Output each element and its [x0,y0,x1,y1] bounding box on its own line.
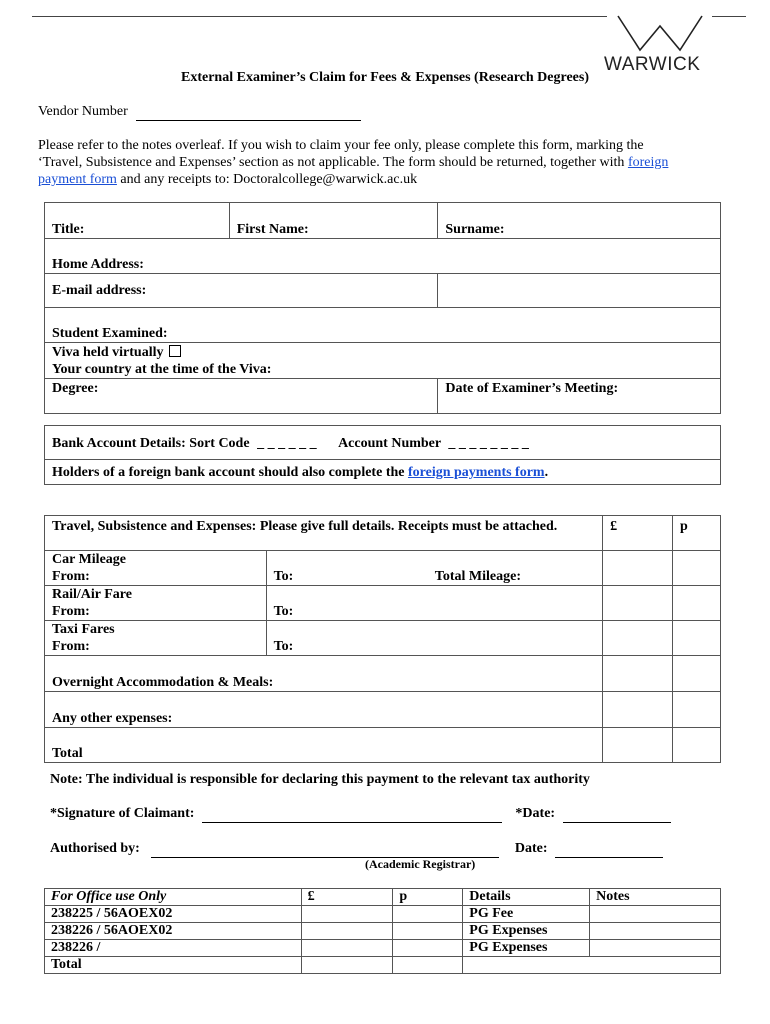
home-address-label: Home Address: [52,257,144,272]
authorised-field[interactable] [151,841,499,858]
signature-field[interactable] [202,806,502,823]
office-pence-header: p [393,889,463,906]
bank-details-row[interactable] [45,426,721,460]
other-expenses-cell[interactable] [45,692,603,728]
signature-date-label: *Date: [515,806,556,821]
email-field[interactable] [45,274,438,308]
warwick-logo-mark-icon [600,14,715,54]
expenses-table [44,515,721,763]
office-details-cell [463,957,721,974]
office-pound-header: £ [301,889,393,906]
office-details-header: Details [463,889,590,906]
foreign-account-end: . [544,465,549,480]
table-row [45,923,721,940]
office-notes-cell[interactable] [590,940,721,957]
viva-virtual-label: Viva held virtually [52,345,164,360]
car-mileage-to-cell[interactable] [266,551,603,586]
instructions-text-2: and any receipts to: Doctoralcollege@warwick.ac.uk [116,172,418,187]
rail-from-cell[interactable] [45,586,267,621]
pound-column-header: £ [603,516,673,551]
expenses-total-cell [45,728,603,763]
viva-virtual-checkbox[interactable] [169,345,181,357]
rail-pound-cell[interactable] [603,586,673,621]
foreign-account-row [45,460,721,485]
overnight-label: Overnight Accommodation & Meals: [52,675,274,690]
other-expenses-label: Any other expenses: [52,711,173,726]
expenses-header: Travel, Subsistence and Expenses: Please give full details. Receipts must be attached. [45,516,603,551]
vendor-number-label: Vendor Number [38,104,128,119]
office-use-table [44,888,721,974]
academic-registrar-caption: (Academic Registrar) [365,857,476,871]
office-pound-cell[interactable] [301,906,393,923]
taxi-from-cell[interactable] [45,621,267,656]
authorised-row [50,841,663,858]
office-pound-cell[interactable] [301,957,393,974]
taxi-pence-cell[interactable] [673,621,721,656]
authorised-date-field[interactable] [555,841,663,858]
rail-pence-cell[interactable] [673,586,721,621]
viva-country-cell [45,343,721,379]
office-notes-cell[interactable] [590,923,721,940]
vendor-number-field[interactable] [136,104,361,121]
office-pence-cell[interactable] [393,957,463,974]
total-pence-cell[interactable] [673,728,721,763]
student-examined-label: Student Examined: [52,326,168,341]
car-from-label: From: [52,569,90,584]
total-mileage-label: Total Mileage: [434,569,521,584]
overnight-cell[interactable] [45,656,603,692]
car-to-label: To: [273,569,294,584]
office-pound-cell[interactable] [301,923,393,940]
vendor-number-row [38,104,361,121]
office-pence-cell[interactable] [393,940,463,957]
table-row [45,940,721,957]
form-title: External Examiner’s Claim for Fees & Expenses (Research Degrees) [181,70,589,85]
car-mileage-label: Car Mileage [52,552,126,567]
first-name-field[interactable] [229,203,438,239]
office-details-cell: PG Fee [463,906,590,923]
signature-date-field[interactable] [563,806,671,823]
other-pence-cell[interactable] [673,692,721,728]
taxi-from-label: From: [52,639,90,654]
other-pound-cell[interactable] [603,692,673,728]
title-field[interactable] [45,203,230,239]
bank-details-table [44,425,721,485]
warwick-logo [600,14,715,78]
rail-to-label: To: [273,604,294,619]
total-pound-cell[interactable] [603,728,673,763]
rail-air-label: Rail/Air Fare [52,587,132,602]
foreign-account-text: Holders of a foreign bank account should also complete the [52,465,408,480]
meeting-date-label: Date of Examiner’s Meeting: [445,381,619,396]
first-name-label: First Name: [236,222,309,237]
sort-code-label: Bank Account Details: Sort Code [52,436,250,451]
office-pence-cell[interactable] [393,923,463,940]
car-mileage-from-cell[interactable] [45,551,267,586]
signature-label: *Signature of Claimant: [50,806,195,821]
taxi-to-cell[interactable] [266,621,603,656]
office-notes-header: Notes [590,889,721,906]
email-value-cell[interactable] [438,274,721,308]
taxi-pound-cell[interactable] [603,621,673,656]
office-details-cell: PG Expenses [463,940,590,957]
degree-label: Degree: [52,381,99,396]
overnight-pence-cell[interactable] [673,656,721,692]
instructions-paragraph [38,137,678,188]
authorised-date-label: Date: [514,841,548,856]
car-pound-cell[interactable] [603,551,673,586]
expenses-total-label: Total [52,746,83,761]
office-notes-cell[interactable] [590,906,721,923]
table-row [45,957,721,974]
office-pence-cell[interactable] [393,906,463,923]
home-address-field[interactable] [45,239,721,274]
office-pound-cell[interactable] [301,940,393,957]
office-header-label: For Office use Only [45,889,302,906]
table-row [45,906,721,923]
title-label: Title: [52,222,85,237]
sort-code-blanks[interactable]: _ _ _ _ _ _ [257,436,317,451]
office-code-cell: 238225 / 56AOEX02 [45,906,302,923]
account-number-blanks[interactable]: _ _ _ _ _ _ _ _ [448,436,529,451]
taxi-to-label: To: [273,639,294,654]
overnight-pound-cell[interactable] [603,656,673,692]
foreign-payments-form-link[interactable]: foreign payments form [407,465,545,480]
office-total-cell: Total [45,957,302,974]
instructions-text-1: Please refer to the notes overleaf. If you wish to claim your fee only, please complete this form, marking the ‘Travel, Subsistence and Expenses’ section as not applicable. The form should be returned, together with [38,138,644,170]
car-pence-cell[interactable] [673,551,721,586]
surname-label: Surname: [445,222,505,237]
office-code-cell: 238226 / [45,940,302,957]
taxi-fares-label: Taxi Fares [52,622,115,637]
rail-from-label: From: [52,604,90,619]
authorised-label: Authorised by: [50,841,140,856]
signature-row [50,806,671,823]
pence-column-header: p [673,516,721,551]
header-rule-right [712,16,746,17]
personal-details-table [44,202,721,414]
office-details-cell: PG Expenses [463,923,590,940]
account-number-label: Account Number [338,436,441,451]
meeting-date-field[interactable] [438,379,721,414]
degree-field[interactable] [45,379,438,414]
surname-field[interactable] [438,203,721,239]
foreign-payment-form-link[interactable]: foreign payment form [38,155,669,187]
office-code-cell: 238226 / 56AOEX02 [45,923,302,940]
email-label: E-mail address: [52,283,147,298]
rail-to-cell[interactable] [266,586,603,621]
logo-text: WARWICK [604,54,701,75]
tax-note: Note: The individual is responsible for declaring this payment to the relevant tax authority [50,772,590,787]
student-examined-field[interactable] [45,308,721,343]
header-rule [32,16,607,17]
viva-country-label: Your country at the time of the Viva: [52,362,272,377]
